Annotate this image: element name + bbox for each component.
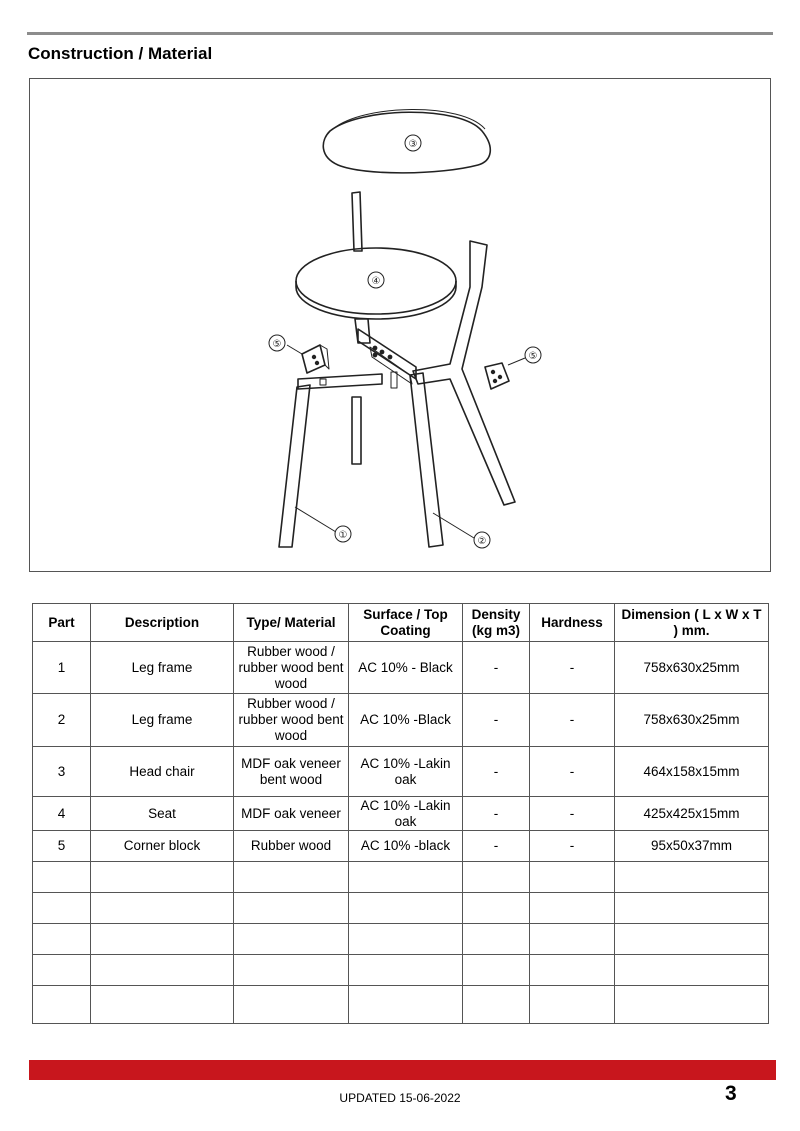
table-row xyxy=(33,747,769,797)
front-right-leg xyxy=(410,373,443,547)
table-row xyxy=(33,642,769,694)
table-header-row xyxy=(33,604,769,642)
table-row xyxy=(33,831,769,862)
empty-row xyxy=(33,893,769,924)
cell-hardness: - xyxy=(530,831,615,862)
updated-date: UPDATED 15-06-2022 xyxy=(339,1091,461,1105)
header-dimension: Dimension ( L x W x T ) mm. xyxy=(615,604,769,642)
cell-surface: AC 10% -Lakin oak xyxy=(349,797,463,831)
section-title: Construction / Material xyxy=(28,44,213,63)
cell-part: 4 xyxy=(33,797,91,831)
leg-frame-right xyxy=(413,241,515,505)
rear-leg xyxy=(352,397,361,464)
cell-part: 5 xyxy=(33,831,91,862)
cell-density: - xyxy=(463,694,530,747)
frame-rail xyxy=(358,329,416,379)
header-part: Part xyxy=(33,604,91,642)
cell-description: Head chair xyxy=(91,747,234,797)
cell-dimension: 425x425x15mm xyxy=(615,797,769,831)
empty-row xyxy=(33,955,769,986)
parts-table xyxy=(32,603,769,1024)
callout-5-right: ⑤ xyxy=(528,351,538,362)
table-row xyxy=(33,694,769,747)
cell-part: 2 xyxy=(33,694,91,747)
cell-density: - xyxy=(463,797,530,831)
cell-part: 1 xyxy=(33,642,91,694)
cell-surface: AC 10% - Black xyxy=(349,642,463,694)
cell-description: Corner block xyxy=(91,831,234,862)
cell-description: Leg frame xyxy=(91,642,234,694)
corner-block-right xyxy=(485,363,509,389)
chair-diagram xyxy=(29,78,771,572)
cell-dimension: 464x158x15mm xyxy=(615,747,769,797)
cell-material: MDF oak veneer xyxy=(234,797,349,831)
callout-3: ③ xyxy=(408,139,418,150)
cell-material: Rubber wood / rubber wood bent wood xyxy=(234,642,349,694)
cell-material: Rubber wood xyxy=(234,831,349,862)
cell-material: MDF oak veneer bent wood xyxy=(234,747,349,797)
cell-description: Seat xyxy=(91,797,234,831)
cell-density: - xyxy=(463,747,530,797)
page-number: 3 xyxy=(725,1082,737,1105)
cell-material: Rubber wood / rubber wood bent wood xyxy=(234,694,349,747)
callout-4: ④ xyxy=(371,276,381,287)
header-hardness: Hardness xyxy=(530,604,615,642)
table-row xyxy=(33,797,769,831)
corner-block-left xyxy=(302,345,329,373)
cell-hardness: - xyxy=(530,747,615,797)
leg-frame-left xyxy=(279,385,310,547)
footer-bar xyxy=(29,1060,776,1080)
chair-exploded-view xyxy=(30,79,772,573)
cell-description: Leg frame xyxy=(91,694,234,747)
header-material: Type/ Material xyxy=(234,604,349,642)
header-surface: Surface / Top Coating xyxy=(349,604,463,642)
header-description: Description xyxy=(91,604,234,642)
cell-dimension: 95x50x37mm xyxy=(615,831,769,862)
cell-part: 3 xyxy=(33,747,91,797)
cell-surface: AC 10% -black xyxy=(349,831,463,862)
callout-5-left: ⑤ xyxy=(272,339,282,350)
back-post xyxy=(352,192,362,251)
cell-dimension: 758x630x25mm xyxy=(615,642,769,694)
cell-dimension: 758x630x25mm xyxy=(615,694,769,747)
callout-1: ① xyxy=(338,530,348,541)
cell-density: - xyxy=(463,831,530,862)
empty-row xyxy=(33,924,769,955)
cell-hardness: - xyxy=(530,642,615,694)
empty-row xyxy=(33,986,769,1024)
top-rule xyxy=(27,32,773,35)
cell-surface: AC 10% -Black xyxy=(349,694,463,747)
leader-lines xyxy=(287,345,525,538)
callout-2: ② xyxy=(477,536,487,547)
header-density: Density (kg m3) xyxy=(463,604,530,642)
cell-hardness: - xyxy=(530,694,615,747)
cell-hardness: - xyxy=(530,797,615,831)
cell-density: - xyxy=(463,642,530,694)
empty-row xyxy=(33,862,769,893)
cell-surface: AC 10% -Lakin oak xyxy=(349,747,463,797)
